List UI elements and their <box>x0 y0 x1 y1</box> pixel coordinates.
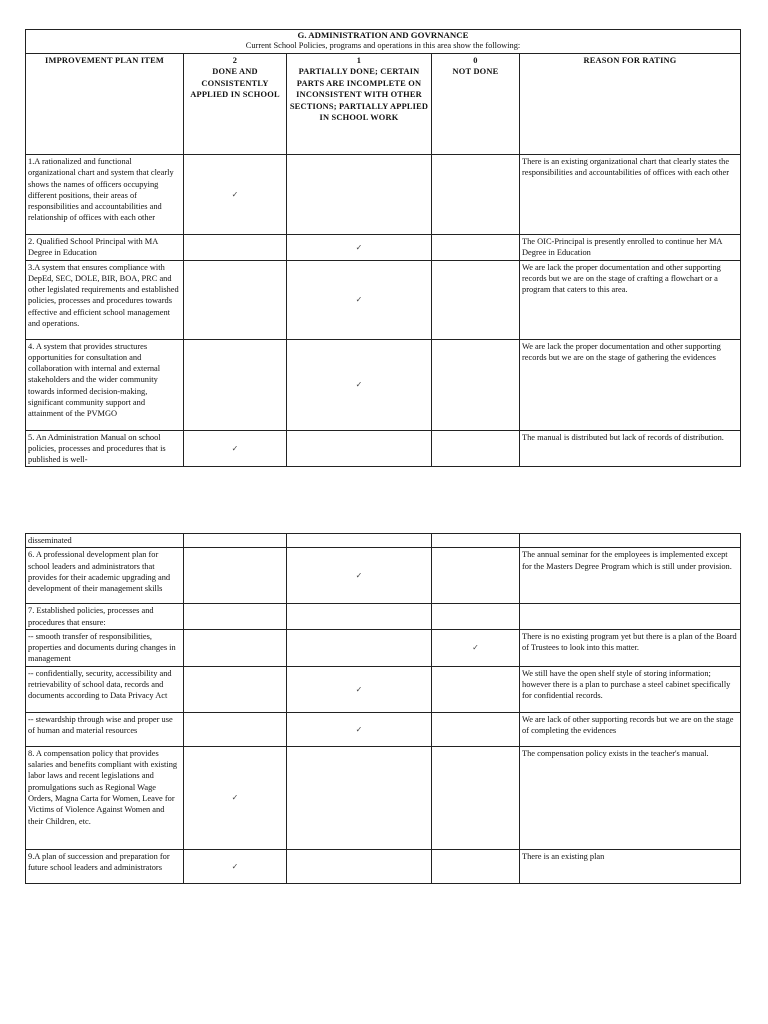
improvement-item: 8. A compensation policy that provides salaries and benefits compliant with existing labor laws and recent legislations and promulgations such as Regional Wage Orders, Magna Carta for Women, Leave for Victims of Violence Against Women and their Children, etc. <box>26 746 184 849</box>
table-row <box>26 155 741 235</box>
reason-for-rating: We still have the open shelf style of storing information; however there is a plan to purchase a steel cabinet specifically for confidential records. <box>520 666 741 712</box>
improvement-item: 5. An Administration Manual on school policies, processes and procedures that is published is well- <box>26 430 184 467</box>
check-mark-icon: ✓ <box>355 571 363 581</box>
reason-for-rating: There is an existing organizational chart that clearly states the responsibilities and accountabilities of offices with each other <box>520 155 741 235</box>
table-row <box>26 235 741 261</box>
table-row <box>26 534 741 548</box>
rating-cell-notdone <box>432 604 520 630</box>
rating-cell-notdone <box>432 155 520 235</box>
col-header-done <box>184 54 287 155</box>
rating-cell-notdone <box>432 548 520 604</box>
rating-cell-done <box>184 155 287 235</box>
rating-cell-partial <box>287 339 432 430</box>
page1-rows <box>26 155 741 467</box>
reason-for-rating: The manual is distributed but lack of records of distribution. <box>520 430 741 467</box>
check-mark-icon: ✓ <box>355 379 363 389</box>
rating-cell-done <box>184 746 287 849</box>
column-header-row <box>26 54 741 155</box>
reason-for-rating: There is no existing program yet but there is a plan of the Board of Trustees to look into this matter. <box>520 629 741 666</box>
rating-cell-done <box>184 712 287 746</box>
table-row <box>26 548 741 604</box>
col-header-done-number: 2 <box>232 56 238 65</box>
check-mark-icon: ✓ <box>472 643 479 653</box>
improvement-item: 4. A system that provides structures opportunities for consultation and collaboration with internal and external stakeholders and the wider community towards informed decision-making, significant community support and attainment of the PVMGO <box>26 339 184 430</box>
rating-cell-partial <box>287 604 432 630</box>
improvement-item: 7. Established policies, processes and procedures that ensure: <box>26 604 184 630</box>
improvement-item: 2. Qualified School Principal with MA Degree in Education <box>26 235 184 261</box>
reason-for-rating <box>520 604 741 630</box>
rating-cell-notdone <box>432 339 520 430</box>
reason-for-rating: We are lack of other supporting records but we are on the stage of completing the evidences <box>520 712 741 746</box>
improvement-item: 9.A plan of succession and preparation for future school leaders and administrators <box>26 849 184 883</box>
rating-cell-notdone <box>432 430 520 467</box>
reason-for-rating: There is an existing plan <box>520 849 741 883</box>
rating-cell-partial <box>287 746 432 849</box>
check-mark-icon: ✓ <box>231 793 239 803</box>
rating-cell-done <box>184 604 287 630</box>
table-row <box>26 339 741 430</box>
col-header-reason: REASON FOR RATING <box>520 54 741 155</box>
rating-cell-done <box>184 534 287 548</box>
rating-cell-notdone <box>432 849 520 883</box>
col-header-notdone-label: NOT DONE <box>452 67 499 77</box>
table-row <box>26 746 741 849</box>
col-header-item: IMPROVEMENT PLAN ITEM <box>26 54 184 155</box>
table-row <box>26 260 741 339</box>
improvement-item: -- confidentially, security, accessibility and retrievability of school data, records and documents according to Data Privacy Act <box>26 666 184 712</box>
governance-table-page1 <box>25 29 741 467</box>
col-header-done-label: DONE AND CONSISTENTLY APPLIED IN SCHOOL <box>190 67 280 100</box>
rating-cell-partial <box>287 260 432 339</box>
col-header-partial <box>287 54 432 155</box>
col-header-notdone <box>432 54 520 155</box>
rating-cell-partial <box>287 629 432 666</box>
rating-cell-notdone <box>432 534 520 548</box>
rating-cell-partial <box>287 430 432 467</box>
rating-cell-done <box>184 260 287 339</box>
col-header-partial-label: PARTIALLY DONE; CERTAIN PARTS ARE INCOMPLETE ON INCONSISTENT WITH OTHER SECTIONS; PARTIALLY APPLIED IN SCHOOL WORK <box>289 67 429 123</box>
rating-cell-done <box>184 629 287 666</box>
improvement-item: 1.A rationalized and functional organizational chart and system that clearly shows the names of officers occupying different positions, their areas of responsibilities and accountabilities and relationship of offices with each other <box>26 155 184 235</box>
rating-cell-done <box>184 666 287 712</box>
rating-cell-notdone <box>432 666 520 712</box>
col-header-notdone-number: 0 <box>473 56 478 65</box>
check-mark-icon: ✓ <box>355 684 363 694</box>
page2-rows <box>26 534 741 884</box>
check-mark-icon: ✓ <box>355 242 363 252</box>
table-row <box>26 629 741 666</box>
rating-cell-partial <box>287 534 432 548</box>
governance-table-page2 <box>25 533 741 884</box>
rating-cell-notdone <box>432 629 520 666</box>
section-title: G. ADMINISTRATION AND GOVRNANCE <box>297 30 469 40</box>
rating-cell-partial <box>287 235 432 261</box>
check-mark-icon: ✓ <box>231 443 239 453</box>
rating-cell-notdone <box>432 712 520 746</box>
reason-for-rating <box>520 534 741 548</box>
table-row <box>26 712 741 746</box>
reason-for-rating: We are lack the proper documentation and other supporting records but we are on the stage of crafting a flowchart or a program that caters to this area. <box>520 260 741 339</box>
improvement-item: -- stewardship through wise and proper use of human and material resources <box>26 712 184 746</box>
rating-cell-partial <box>287 666 432 712</box>
rating-cell-done <box>184 430 287 467</box>
check-mark-icon: ✓ <box>231 861 239 871</box>
rating-cell-done <box>184 235 287 261</box>
reason-for-rating: The compensation policy exists in the teacher's manual. <box>520 746 741 849</box>
rating-cell-notdone <box>432 235 520 261</box>
improvement-item: -- smooth transfer of responsibilities, properties and documents during changes in management <box>26 629 184 666</box>
table-row <box>26 430 741 467</box>
rating-cell-partial <box>287 548 432 604</box>
table-row <box>26 849 741 883</box>
rating-cell-partial <box>287 849 432 883</box>
check-mark-icon: ✓ <box>355 294 363 304</box>
check-mark-icon: ✓ <box>231 189 239 199</box>
rating-cell-partial <box>287 155 432 235</box>
rating-cell-done <box>184 849 287 883</box>
rating-cell-done <box>184 339 287 430</box>
improvement-item: 3.A system that ensures compliance with DepEd, SEC, DOLE, BIR, BOA, PRC and other legislated requirements and established policies, processes and procedures towards effective and efficient school management and operations. <box>26 260 184 339</box>
improvement-item: 6. A professional development plan for school leaders and administrators that provides for their academic upgrading and development of their management skills <box>26 548 184 604</box>
table-row <box>26 604 741 630</box>
rating-cell-partial <box>287 712 432 746</box>
reason-for-rating: The annual seminar for the employees is implemented except for the Masters Degree Program which is still under provision. <box>520 548 741 604</box>
section-header <box>26 30 741 54</box>
improvement-item: disseminated <box>26 534 184 548</box>
rating-cell-notdone <box>432 260 520 339</box>
section-subtitle: Current School Policies, programs and operations in this area show the following: <box>245 40 521 50</box>
reason-for-rating: We are lack the proper documentation and other supporting records but we are on the stage of gathering the evidences <box>520 339 741 430</box>
check-mark-icon: ✓ <box>355 724 363 734</box>
rating-cell-notdone <box>432 746 520 849</box>
rating-cell-done <box>184 548 287 604</box>
table-row <box>26 666 741 712</box>
reason-for-rating: The OIC-Principal is presently enrolled to continue her MA Degree in Education <box>520 235 741 261</box>
col-header-partial-number: 1 <box>356 56 362 65</box>
